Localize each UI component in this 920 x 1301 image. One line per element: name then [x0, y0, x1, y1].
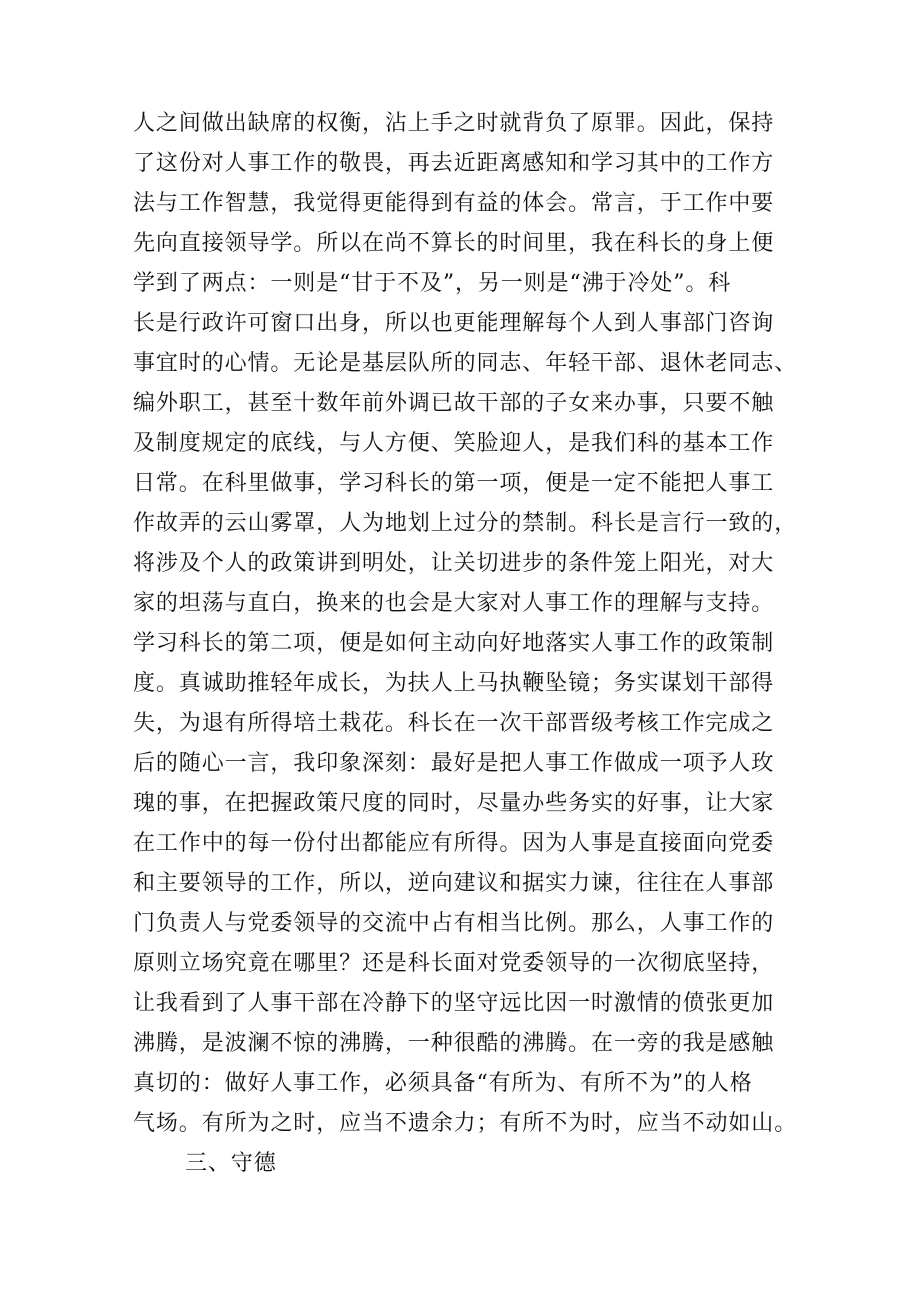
text-line: 人之间做出缺席的权衡，沾上手之时就背负了原罪。因此，保持 — [133, 111, 775, 136]
text-line: 学习科长的第二项，便是如何主动向好地落实人事工作的政策制 — [133, 631, 775, 656]
text-line: 后的随心一言，我印象深刻：最好是把人事工作做成一项予人玫 — [133, 751, 775, 776]
text-line: 先向直接领导学。所以在尚不算长的时间里，我在科长的身上便 — [133, 231, 775, 256]
text-line: 学到了两点：一则是“甘于不及”，另一则是“沸于冷处”。科 — [133, 271, 732, 296]
body-text — [133, 104, 823, 1184]
text-line: 沸腾，是波澜不惊的沸腾，一种很酷的沸腾。在一旁的我是感触 — [133, 1031, 775, 1056]
text-line: 气场。有所为之时，应当不遗余力；有所不为时，应当不动如山。 — [133, 1111, 798, 1136]
text-line: 日常。在科里做事，学习科长的第一项，便是一定不能把人事工 — [133, 471, 775, 496]
text-line: 长是行政许可窗口出身，所以也更能理解每个人到人事部门咨询 — [133, 311, 775, 336]
section-heading: 三、守德 — [185, 1151, 277, 1176]
text-line: 让我看到了人事干部在冷静下的坚守远比因一时激情的偾张更加 — [133, 991, 775, 1016]
text-line: 瑰的事，在把握政策尺度的同时，尽量办些务实的好事，让大家 — [133, 791, 775, 816]
text-line: 了这份对人事工作的敬畏，再去近距离感知和学习其中的工作方 — [133, 151, 775, 176]
text-line: 和主要领导的工作，所以，逆向建议和据实力谏，往往在人事部 — [133, 871, 775, 896]
text-line: 及制度规定的底线，与人方便、笑脸迎人，是我们科的基本工作 — [133, 431, 775, 456]
text-line: 失，为退有所得培土栽花。科长在一次干部晋级考核工作完成之 — [133, 711, 775, 736]
text-line: 编外职工，甚至十数年前外调已故干部的子女来办事，只要不触 — [133, 391, 775, 416]
text-line: 家的坦荡与直白，换来的也会是大家对人事工作的理解与支持。 — [133, 591, 775, 616]
text-line: 真切的：做好人事工作，必须具备“有所为、有所不为”的人格 — [133, 1071, 753, 1096]
text-line: 法与工作智慧，我觉得更能得到有益的体会。常言，于工作中要 — [133, 191, 775, 216]
text-line: 在工作中的每一份付出都能应有所得。因为人事是直接面向党委 — [133, 831, 775, 856]
text-line: 将涉及个人的政策讲到明处，让关切进步的条件笼上阳光，对大 — [133, 551, 775, 576]
text-line: 度。真诚助推轻年成长，为扶人上马执鞭坠镜；务实谋划干部得 — [133, 671, 775, 696]
text-line: 事宜时的心情。无论是基层队所的同志、年轻干部、退休老同志、 — [133, 351, 798, 376]
text-line: 作故弄的云山雾罩，人为地划上过分的禁制。科长是言行一致的， — [133, 511, 798, 536]
text-line: 门负责人与党委领导的交流中占有相当比例。那么，人事工作的 — [133, 911, 775, 936]
text-line: 原则立场究竟在哪里？还是科长面对党委领导的一次彻底坚持， — [133, 951, 775, 976]
